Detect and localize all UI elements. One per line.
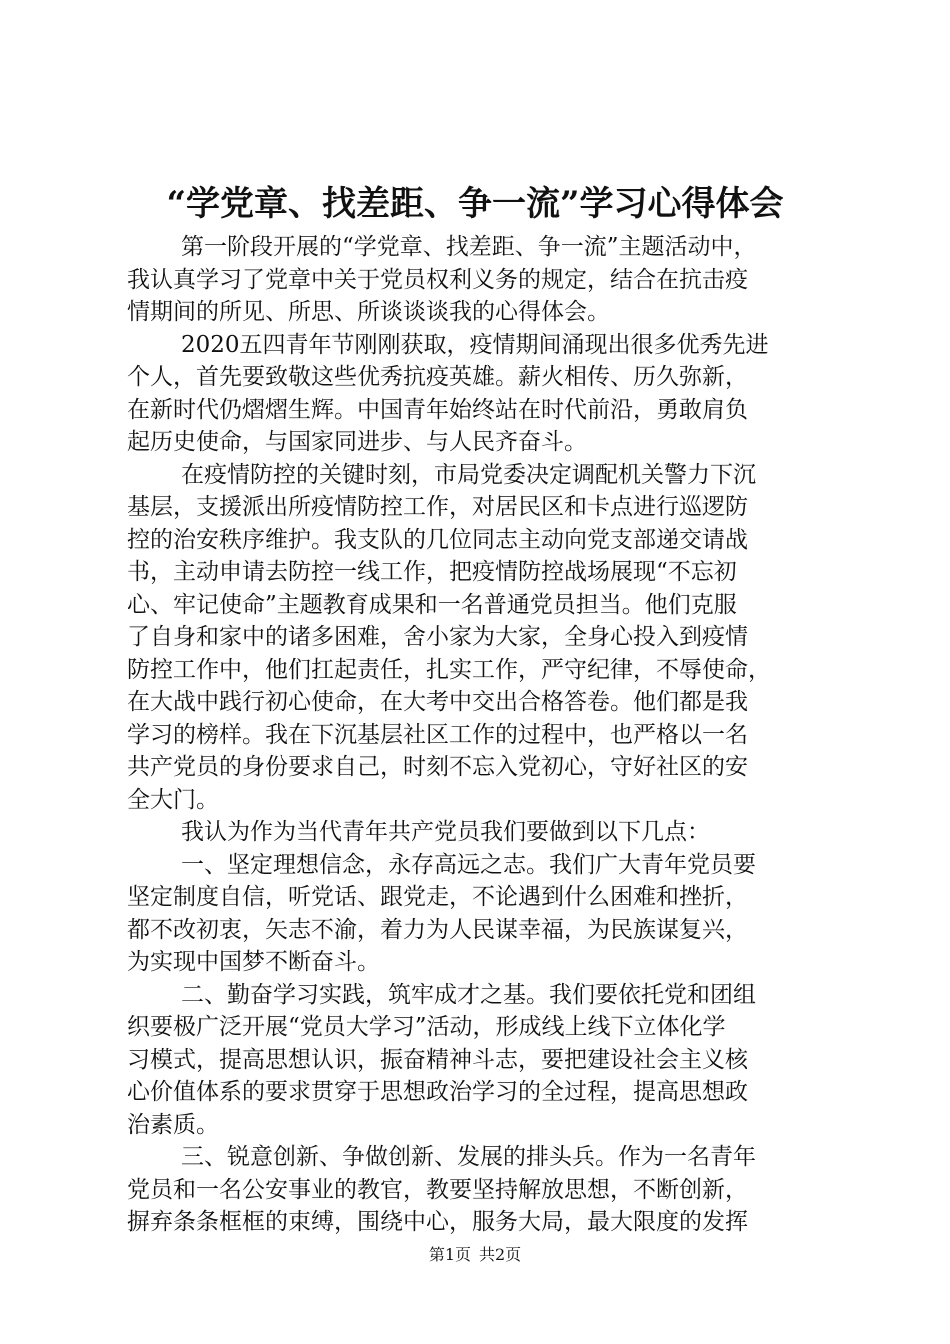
paragraph-line: 个人，首先要致敬这些优秀抗疫英雄。薪火相传、历久弥新， <box>127 364 748 390</box>
paragraph-line: 防控工作中，他们扛起责任，扎实工作，严守纪律，不辱使命， <box>127 656 771 683</box>
paragraph-line: 一、坚定理想信念，永存高远之志。我们广大青年党员要 <box>181 851 756 878</box>
paragraph-line: 心、牢记使命”主题教育成果和一名普通党员担当。他们克服 <box>127 591 737 618</box>
paragraph-line: 共产党员的身份要求自己，时刻不忘入党初心，守好社区的安 <box>127 754 748 780</box>
paragraph-line: 治素质。 <box>127 1111 219 1138</box>
paragraph-line: 二、勤奋学习实践，筑牢成才之基。我们要依托党和团组 <box>181 981 756 1008</box>
paragraph-line: 心价值体系的要求贯穿于思想政治学习的全过程，提高思想政 <box>127 1079 748 1105</box>
paragraph-line: 全大门。 <box>127 786 219 813</box>
page-number: 第1页 <box>428 1245 471 1264</box>
document-body <box>127 231 837 1239</box>
paragraph <box>127 459 837 817</box>
paragraph-line: 在疫情防控的关键时刻，市局党委决定调配机关警力下沉 <box>181 461 756 488</box>
paragraph-line: 在大战中践行初心使命，在大考中交出合格答卷。他们都是我 <box>127 689 748 715</box>
paragraph-line: 三、锐意创新、争做创新、发展的排头兵。作为一名青年 <box>181 1144 756 1170</box>
paragraph-line: 起历史使命，与国家同进步、与人民齐奋斗。 <box>127 429 587 455</box>
paragraph <box>127 979 837 1142</box>
paragraph-line: 习模式，提高思想认识，振奋精神斗志，要把建设社会主义核 <box>127 1046 748 1073</box>
paragraph <box>127 1141 837 1239</box>
paragraph-line: 为实现中国梦不断奋斗。 <box>127 949 380 975</box>
page-footer <box>0 1244 950 1266</box>
paragraph-line: 我认为作为当代青年共产党员我们要做到以下几点： <box>181 819 710 845</box>
paragraph-line: 在新时代仍熠熠生辉。中国青年始终站在时代前沿，勇敢肩负 <box>127 396 748 423</box>
paragraph-line: 坚定制度自信，听党话、跟党走，不论遇到什么困难和挫折， <box>127 884 748 910</box>
paragraph-line: 摒弃条条框框的束缚，围绕中心，服务大局，最大限度的发挥 <box>127 1209 748 1235</box>
paragraph <box>127 231 837 329</box>
paragraph-line: 织要极广泛开展“党员大学习”活动，形成线上线下立体化学 <box>127 1014 726 1040</box>
paragraph-line: 第一阶段开展的“学党章、找差距、争一流”主题活动中， <box>181 234 757 260</box>
paragraph-line: 控的治安秩序维护。我支队的几位同志主动向党支部递交请战 <box>127 526 748 553</box>
paragraph-line: 2020五四青年节刚刚获取，疫情期间涌现出很多优秀先进 <box>181 331 769 358</box>
paragraph-line: 学习的榜样。我在下沉基层社区工作的过程中，也严格以一名 <box>127 721 748 748</box>
paragraph-line: 党员和一名公安事业的教官，教要坚持解放思想，不断创新， <box>127 1176 748 1203</box>
document-title: “学党章、找差距、争一流”学习心得体会 <box>166 184 784 224</box>
paragraph <box>127 816 837 849</box>
paragraph-line: 都不改初衷，矢志不渝，着力为人民谋幸福，为民族谋复兴， <box>127 916 748 943</box>
paragraph-line: 书，主动申请去防控一线工作，把疫情防控战场展现“不忘初 <box>127 559 737 585</box>
paragraph-line: 了自身和家中的诸多困难，舍小家为大家，全身心投入到疫情 <box>127 624 748 650</box>
paragraph-line: 情期间的所见、所思、所谈谈谈我的心得体会。 <box>127 299 610 325</box>
paragraph-line: 我认真学习了党章中关于党员权利义务的规定，结合在抗击疫 <box>127 266 748 293</box>
paragraph <box>127 849 837 979</box>
paragraph-line: 基层，支援派出所疫情防控工作，对居民区和卡点进行巡逻防 <box>127 494 748 520</box>
page-total: 共2页 <box>479 1245 522 1264</box>
paragraph <box>127 329 837 459</box>
